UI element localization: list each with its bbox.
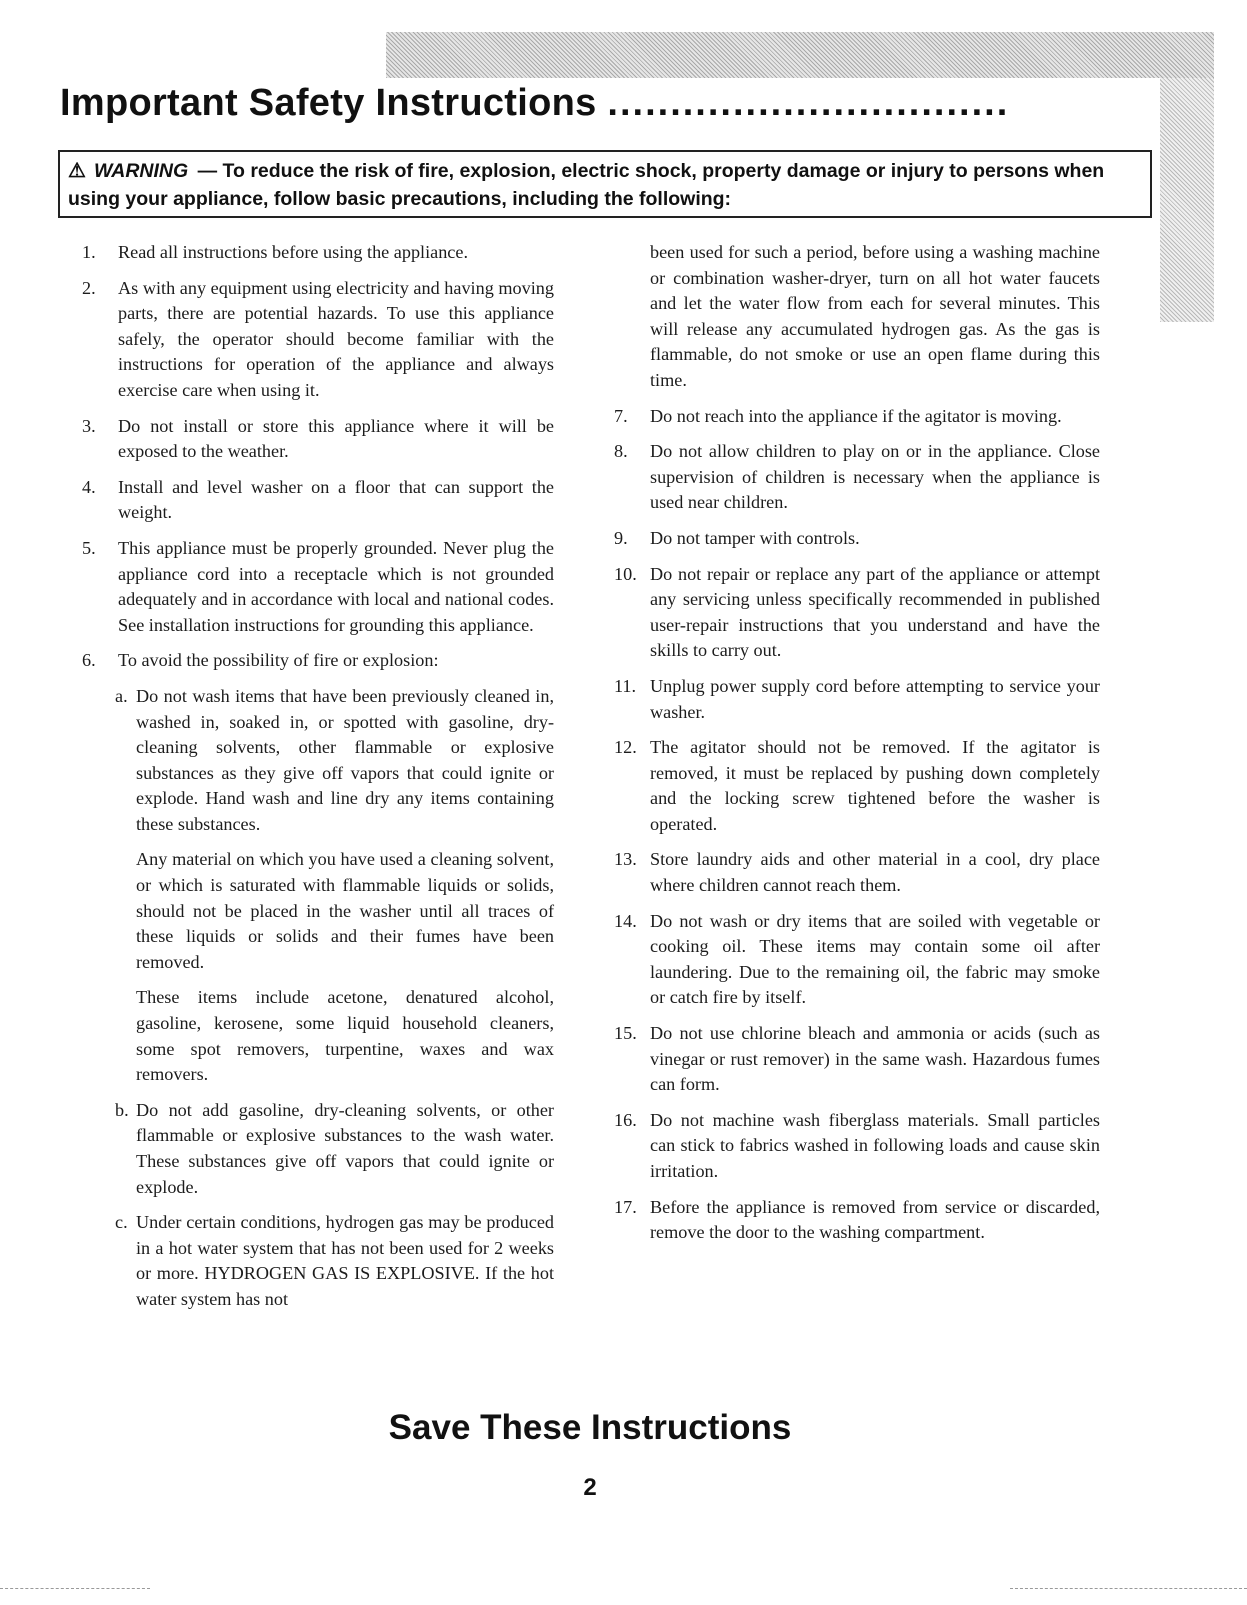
list-item [614,1195,1100,1246]
item-number: 11. [614,675,637,696]
sub-item-text: Under certain conditions, hydrogen gas may be produced in a hot water system that has not been used for 2 weeks or more. HYDROGEN GAS IS EXPLOSIVE. If the hot water system has not [136,1212,554,1309]
item-text: This appliance must be properly grounded. Never plug the appliance cord into a receptacle which is not grounded adequately and in accordance with local and national codes. See installation instructions for grounding this appliance. [118,537,554,635]
item-text: Unplug power supply cord before attempting to service your washer. [650,675,1100,722]
list-item [82,536,554,638]
left-column [82,240,554,1323]
item-text: The agitator should not be removed. If the agitator is removed, it must be replaced by pushing down completely and the locking screw tightened before the washer is operated. [650,737,1100,834]
sub-item-letter: c. [115,1212,128,1233]
list-item [614,404,1100,430]
footer-rule [1010,1588,1247,1589]
item-number: 7. [614,405,628,426]
list-item [82,240,554,266]
list-item [614,847,1100,898]
sub-item-letter: b. [115,1099,129,1120]
item-text: As with any equipment using electricity and having moving parts, there are potential hazards. To use this appliance safely, the operator should become familiar with the instructions for operation of the appliance and always exercise care when using it. [118,277,554,400]
item-number: 14. [614,910,637,931]
warning-box [58,150,1152,218]
header-shading [386,32,1214,78]
item-text: Read all instructions before using the appliance. [118,242,469,262]
list-item [614,1021,1100,1098]
item-text: Do not reach into the appliance if the agitator is moving. [650,405,1062,426]
sub-paragraph: Any material on which you have used a cleaning solvent, or which is saturated with flammable liquids or solids, should not be placed in the washer until all traces of these liquids or solids and their fumes have been removed. [136,849,554,972]
item-number: 17. [614,1196,637,1217]
item-number: 16. [614,1109,637,1130]
item-text: Do not tamper with controls. [650,527,860,548]
item-number: 3. [82,415,96,436]
right-column [614,240,1100,1256]
sub-paragraph: These items include acetone, denatured alcohol, gasoline, kerosene, some liquid household cleaners, some spot removers, turpentine, waxes and wax removers. [136,987,554,1085]
page-title [60,82,1140,125]
list-item [614,439,1100,516]
sub-item-text: Do not wash items that have been previously cleaned in, washed in, soaked in, or spotted with gasoline, dry-cleaning solvents, other flammable or explosive substances as they give off vapors that could ignite or explode. Hand wash and line dry any items containing these substances. [136,685,554,834]
item-number: 15. [614,1023,637,1044]
list-item [614,674,1100,725]
item-number: 9. [614,527,628,548]
footer-rule [0,1588,150,1589]
sub-item [82,1210,554,1312]
item-text: Install and level washer on a floor that can support the weight. [118,476,554,523]
continued-paragraph: been used for such a period, before using a washing machine or combination washer-dryer, turn on all hot water faucets and let the water flow from each for several minutes. This will release any accumulated hydrogen gas. As the gas is flammable, do not smoke or use an open flame during this time. [650,242,1100,390]
warning-label: WARNING [93,160,189,182]
warning-triangle-icon: ⚠ [68,160,86,182]
item-number: 2. [82,277,96,298]
item-text: Do not machine wash fiberglass materials. Small particles can stick to fabrics washed in following loads and cause skin irritation. [650,1109,1100,1181]
list-item [614,735,1100,837]
list-item [82,475,554,526]
item-number: 13. [614,849,637,870]
side-shading [1160,78,1214,322]
sub-item-text: Do not add gasoline, dry-cleaning solvents, or other flammable or explosive substances to the wash water. These substances give off vapors that could ignite or explode. [136,1099,554,1197]
title-text: Important Safety Instructions [60,82,597,124]
item-number: 10. [614,563,637,584]
item-text: Do not repair or replace any part of the appliance or attempt any servicing unless specifically recommended in published user-repair instructions that you understand and have the skills to carry out. [650,563,1100,661]
title-leader-dots: ................................ [607,82,1010,124]
sub-item-letter: a. [115,685,128,706]
item-text: Do not install or store this appliance where it will be exposed to the weather. [118,415,554,462]
item-text: Store laundry aids and other material in a cool, dry place where children cannot reach them. [650,849,1100,896]
save-instructions-heading: Save These Instructions [388,1408,792,1447]
warning-text: — To reduce the risk of fire, explosion, electric shock, property damage or injury to persons when using your appliance, follow basic precautions, including the following: [68,160,1105,210]
list-item [82,276,554,404]
item-number: 4. [82,476,96,497]
list-item [614,1108,1100,1185]
item-number: 12. [614,737,637,758]
item-number: 5. [82,537,96,558]
item-number: 6. [82,650,96,671]
page-number: 2 [583,1474,597,1501]
item-text: Do not use chlorine bleach and ammonia or acids (such as vinegar or rust remover) in the same wash. Hazardous fumes can form. [650,1023,1100,1095]
item-text: Do not wash or dry items that are soiled with vegetable or cooking oil. These items may contain some oil after laundering. Due to the remaining oil, the fabric may smoke or catch fire by itself. [650,910,1100,1008]
item-text: Before the appliance is removed from service or discarded, remove the door to the washing compartment. [650,1196,1100,1243]
item-number: 8. [614,441,628,462]
sub-item [82,1098,554,1200]
list-item [614,526,1100,552]
item-text: Do not allow children to play on or in the appliance. Close supervision of children is necessary when the appliance is used near children. [650,441,1100,513]
item-text: To avoid the possibility of fire or explosion: [118,650,439,671]
list-item [614,562,1100,664]
sub-item [82,684,554,838]
list-item [614,909,1100,1011]
list-item [82,648,554,674]
item-number: 1. [82,242,96,262]
list-item [82,414,554,465]
